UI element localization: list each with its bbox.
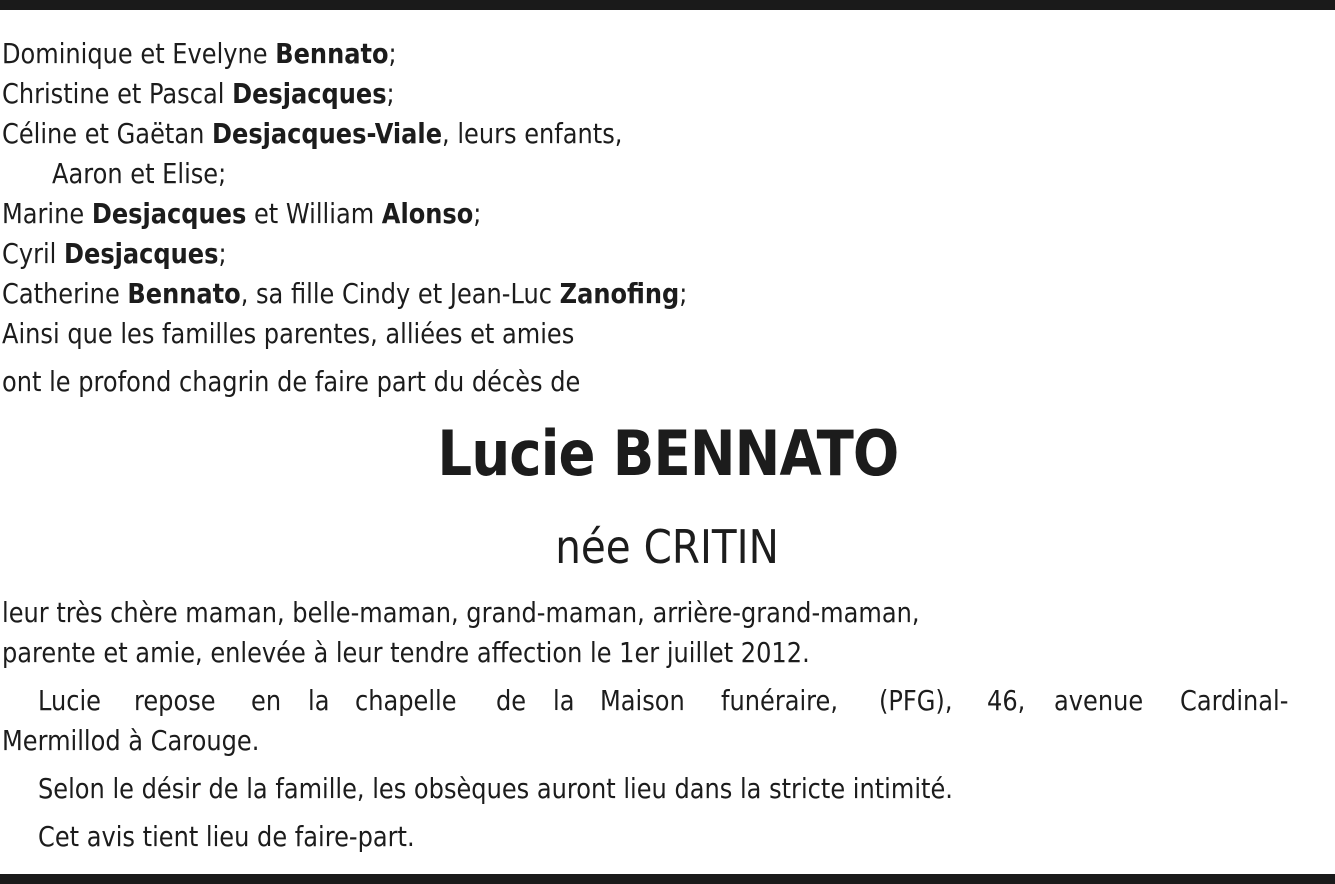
family-line-4: Aaron et Elise; bbox=[52, 157, 227, 190]
family-line-7: Catherine Bennato, sa fille Cindy et Jean-Luc Zanofing; bbox=[2, 277, 688, 310]
repose-word: (PFG), bbox=[879, 684, 953, 717]
deceased-birth-name: née CRITIN bbox=[555, 520, 780, 574]
obseques-line: Selon le désir de la famille, les obsèques auront lieu dans la stricte intimité. bbox=[38, 772, 953, 805]
bottom-border-rule bbox=[0, 874, 1335, 884]
family-line-3: Céline et Gaëtan Desjacques-Viale, leurs enfants, bbox=[2, 117, 623, 150]
family-line-2: Christine et Pascal Desjacques; bbox=[2, 77, 395, 110]
repose-word: chapelle bbox=[355, 684, 457, 717]
top-border-rule bbox=[0, 0, 1335, 10]
repose-word: avenue bbox=[1053, 684, 1144, 717]
repose-word: en bbox=[250, 684, 281, 717]
repose-word: la bbox=[552, 684, 575, 717]
family-line-6: Cyril Desjacques; bbox=[2, 237, 227, 270]
deceased-name: Lucie BENNATO bbox=[437, 417, 898, 490]
repose-line-1 bbox=[38, 681, 1328, 721]
repose-word: repose bbox=[133, 684, 216, 717]
faire-part-line: Cet avis tient lieu de faire-part. bbox=[38, 820, 415, 853]
repose-word: Cardinal- bbox=[1179, 684, 1289, 717]
repose-line-2: Mermillod à Carouge. bbox=[2, 724, 260, 757]
body-line-2: parente et amie, enlevée à leur tendre affection le 1er juillet 2012. bbox=[2, 636, 810, 669]
repose-word: la bbox=[307, 684, 330, 717]
repose-word: Lucie bbox=[38, 684, 102, 717]
announcement-line: ont le profond chagrin de faire part du décès de bbox=[2, 365, 581, 398]
family-line-8: Ainsi que les familles parentes, alliées et amies bbox=[2, 317, 575, 350]
body-line-1: leur très chère maman, belle-maman, grand-maman, arrière-grand-maman, bbox=[2, 596, 920, 629]
family-line-5: Marine Desjacques et William Alonso; bbox=[2, 197, 482, 230]
family-line-1: Dominique et Evelyne Bennato; bbox=[2, 37, 397, 70]
repose-word: 46, bbox=[987, 684, 1026, 717]
repose-word: de bbox=[495, 684, 526, 717]
repose-word: Maison bbox=[600, 684, 685, 717]
repose-word: funéraire, bbox=[721, 684, 839, 717]
